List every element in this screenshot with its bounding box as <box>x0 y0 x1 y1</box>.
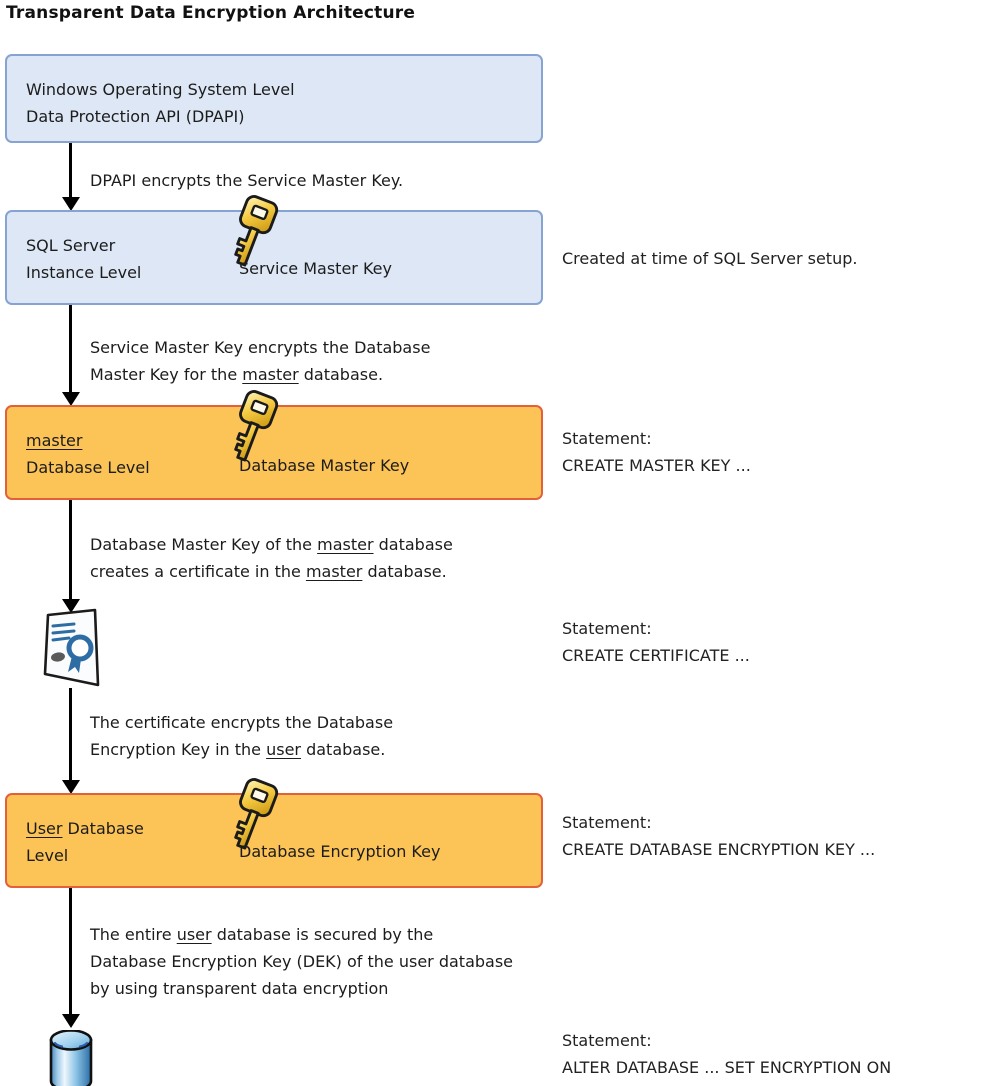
edge-label-dmk <box>90 531 453 585</box>
edge-label-line: Master Key for the master database. <box>90 365 384 384</box>
arrow-line <box>69 305 72 392</box>
arrow-head-icon <box>62 780 80 794</box>
edge-label-line: The entire user database is secured by the <box>90 925 434 944</box>
service-master-key-label: Service Master Key <box>239 259 392 278</box>
annotation-line: CREATE MASTER KEY ... <box>562 456 751 475</box>
instance-level-line1: SQL Server <box>26 236 116 255</box>
annotation-line: Statement: <box>562 619 652 638</box>
arrow-line <box>69 888 72 1014</box>
annotation-line: CREATE DATABASE ENCRYPTION KEY ... <box>562 840 876 859</box>
master-db-level-line2: Database Level <box>26 458 150 477</box>
instance-level-label <box>26 232 141 286</box>
arrow-head-icon <box>62 197 80 211</box>
diagram-title: Transparent Data Encryption Architecture <box>6 3 416 23</box>
arrow-line <box>69 500 72 599</box>
os-level-line1: Windows Operating System Level <box>26 80 295 99</box>
database-master-key-label: Database Master Key <box>239 456 410 475</box>
annotation-line: Statement: <box>562 813 652 832</box>
master-key-statement <box>562 425 751 479</box>
user-db-level-label <box>26 815 144 869</box>
arrow-line <box>69 143 72 197</box>
alter-db-statement <box>562 1027 891 1081</box>
edge-label-line: Database Encryption Key (DEK) of the user database <box>90 952 514 971</box>
annotation-line: Created at time of SQL Server setup. <box>562 249 858 268</box>
edge-label-cert <box>90 709 393 763</box>
annotation-line: ALTER DATABASE ... SET ENCRYPTION ON <box>562 1058 892 1077</box>
instance-level-box <box>5 210 543 305</box>
arrow-head-icon <box>62 392 80 406</box>
edge-label-tde <box>90 921 513 1002</box>
master-db-level-box <box>5 405 543 500</box>
os-level-label <box>26 76 295 130</box>
user-db-level-line2: Level <box>26 846 69 865</box>
annotation-line: CREATE CERTIFICATE ... <box>562 646 750 665</box>
edge-label-line: DPAPI encrypts the Service Master Key. <box>90 171 404 190</box>
edge-label-line: creates a certificate in the master database. <box>90 562 447 581</box>
os-level-line2: Data Protection API (DPAPI) <box>26 107 245 126</box>
edge-label-smk <box>90 334 430 388</box>
annotation-line: Statement: <box>562 1031 652 1050</box>
setup-note <box>562 245 857 272</box>
arrow-head-icon <box>62 1014 80 1028</box>
os-level-box <box>5 54 543 143</box>
database-cylinder-icon <box>48 1030 94 1086</box>
instance-level-line2: Instance Level <box>26 263 142 282</box>
certificate-statement <box>562 615 750 669</box>
master-db-level-line1: master <box>26 431 83 450</box>
arrow-line <box>69 688 72 780</box>
database-encryption-key-label: Database Encryption Key <box>239 842 441 861</box>
master-db-level-label <box>26 427 150 481</box>
edge-label-line: Database Master Key of the master database <box>90 535 453 554</box>
certificate-icon <box>42 604 104 690</box>
user-db-level-line1: User Database <box>26 819 144 838</box>
edge-label-line: The certificate encrypts the Database <box>90 713 394 732</box>
annotation-line: Statement: <box>562 429 652 448</box>
edge-label-line: Service Master Key encrypts the Database <box>90 338 431 357</box>
user-db-level-box <box>5 793 543 888</box>
edge-label-line: Encryption Key in the user database. <box>90 740 386 759</box>
dek-statement <box>562 809 875 863</box>
edge-label-line: by using transparent data encryption <box>90 979 389 998</box>
